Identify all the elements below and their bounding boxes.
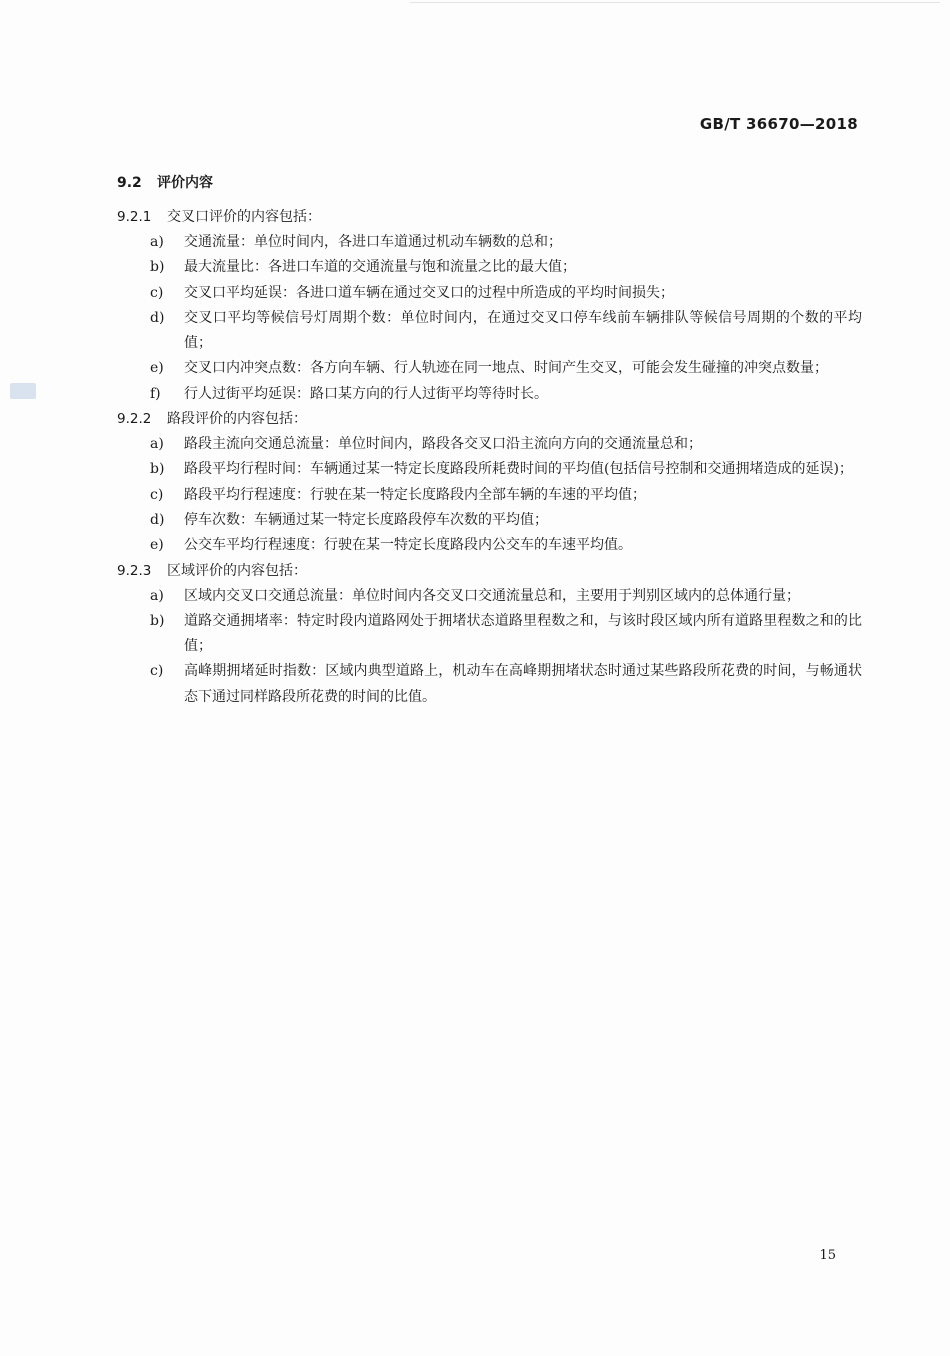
list-item xyxy=(117,659,862,710)
section-number: 9.2 xyxy=(117,175,142,191)
subsection-heading xyxy=(117,407,862,432)
list-item xyxy=(117,508,862,533)
list-item xyxy=(117,306,862,357)
item-marker: a) xyxy=(150,587,164,604)
subsection-intersection xyxy=(117,205,862,407)
list-item xyxy=(117,255,862,280)
item-text: 道路交通拥堵率：特定时段内道路网处于拥堵状态道路里程数之和，与该时段区域内所有道路里程数之和的比值； xyxy=(184,612,862,655)
section-title: 评价内容 xyxy=(157,175,213,191)
item-marker: b) xyxy=(150,259,165,276)
section-heading xyxy=(117,170,862,196)
item-marker: e) xyxy=(150,360,164,377)
subsection-road-segment xyxy=(117,407,862,558)
item-text: 行人过街平均延误：路口某方向的行人过街平均等待时长。 xyxy=(184,385,548,402)
list-item xyxy=(117,609,862,660)
edge-tab-mark xyxy=(10,383,36,399)
item-marker: c) xyxy=(150,284,164,301)
subsection-area xyxy=(117,559,862,710)
item-text: 公交车平均行程速度：行驶在某一特定长度路段内公交车的车速平均值。 xyxy=(184,537,632,554)
item-list xyxy=(117,432,862,558)
list-item xyxy=(117,533,862,558)
item-marker: a) xyxy=(150,234,164,250)
list-item xyxy=(117,457,862,482)
list-item xyxy=(117,483,862,508)
item-marker: c) xyxy=(150,663,164,680)
item-text: 交叉口平均延误：各进口道车辆在通过交叉口的过程中所造成的平均时间损失； xyxy=(184,284,674,301)
list-item xyxy=(117,281,862,306)
item-list xyxy=(117,230,862,407)
subsection-heading xyxy=(117,205,862,230)
subsection-number: 9.2.3 xyxy=(117,562,152,579)
list-item xyxy=(117,432,862,457)
item-text: 路段平均行程速度：行驶在某一特定长度路段内全部车辆的车速的平均值； xyxy=(184,486,646,503)
subsection-title: 交叉口评价的内容包括： xyxy=(167,209,321,225)
item-marker: b) xyxy=(150,461,165,478)
item-text: 交叉口平均等候信号灯周期个数：单位时间内，在通过交叉口停车线前车辆排队等候信号周期的个数的平均值； xyxy=(184,309,862,352)
item-text: 停车次数：车辆通过某一特定长度路段停车次数的平均值； xyxy=(184,511,548,528)
item-marker: a) xyxy=(150,436,164,453)
item-text: 区域内交叉口交通总流量：单位时间内各交叉口交通流量总和，主要用于判别区域内的总体通行量； xyxy=(184,587,800,604)
list-item xyxy=(117,382,862,407)
item-marker: d) xyxy=(150,511,165,528)
item-text: 交通流量：单位时间内，各进口车道通过机动车辆数的总和； xyxy=(184,234,562,250)
page-number: 15 xyxy=(819,1248,836,1263)
list-item xyxy=(117,230,862,255)
item-marker: b) xyxy=(150,612,165,629)
subsection-title: 路段评价的内容包括： xyxy=(167,411,307,428)
item-text: 路段主流向交通总流量：单位时间内，路段各交叉口沿主流向方向的交通流量总和； xyxy=(184,436,702,453)
subsection-heading xyxy=(117,559,862,584)
item-list xyxy=(117,584,862,710)
item-marker: f) xyxy=(150,385,161,402)
subsection-number: 9.2.2 xyxy=(117,411,152,428)
top-scan-line xyxy=(410,2,940,3)
page-content xyxy=(117,170,862,710)
item-text: 交叉口内冲突点数：各方向车辆、行人轨迹在同一地点、时间产生交叉，可能会发生碰撞的冲突点数量； xyxy=(184,360,828,377)
item-marker: d) xyxy=(150,309,165,326)
item-text: 路段平均行程时间：车辆通过某一特定长度路段所耗费时间的平均值(包括信号控制和交通拥堵造成的延误)； xyxy=(184,461,853,478)
list-item xyxy=(117,584,862,609)
item-marker: c) xyxy=(150,486,164,503)
item-text: 高峰期拥堵延时指数：区域内典型道路上，机动车在高峰期拥堵状态时通过某些路段所花费的时间，与畅通状态下通过同样路段所花费的时间的比值。 xyxy=(184,663,862,705)
item-text: 最大流量比：各进口车道的交通流量与饱和流量之比的最大值； xyxy=(184,259,576,276)
subsection-title: 区域评价的内容包括： xyxy=(167,562,307,579)
standard-number-header: GB/T 36670—2018 xyxy=(699,115,858,133)
list-item xyxy=(117,356,862,381)
subsection-number: 9.2.1 xyxy=(117,209,152,225)
item-marker: e) xyxy=(150,537,164,554)
